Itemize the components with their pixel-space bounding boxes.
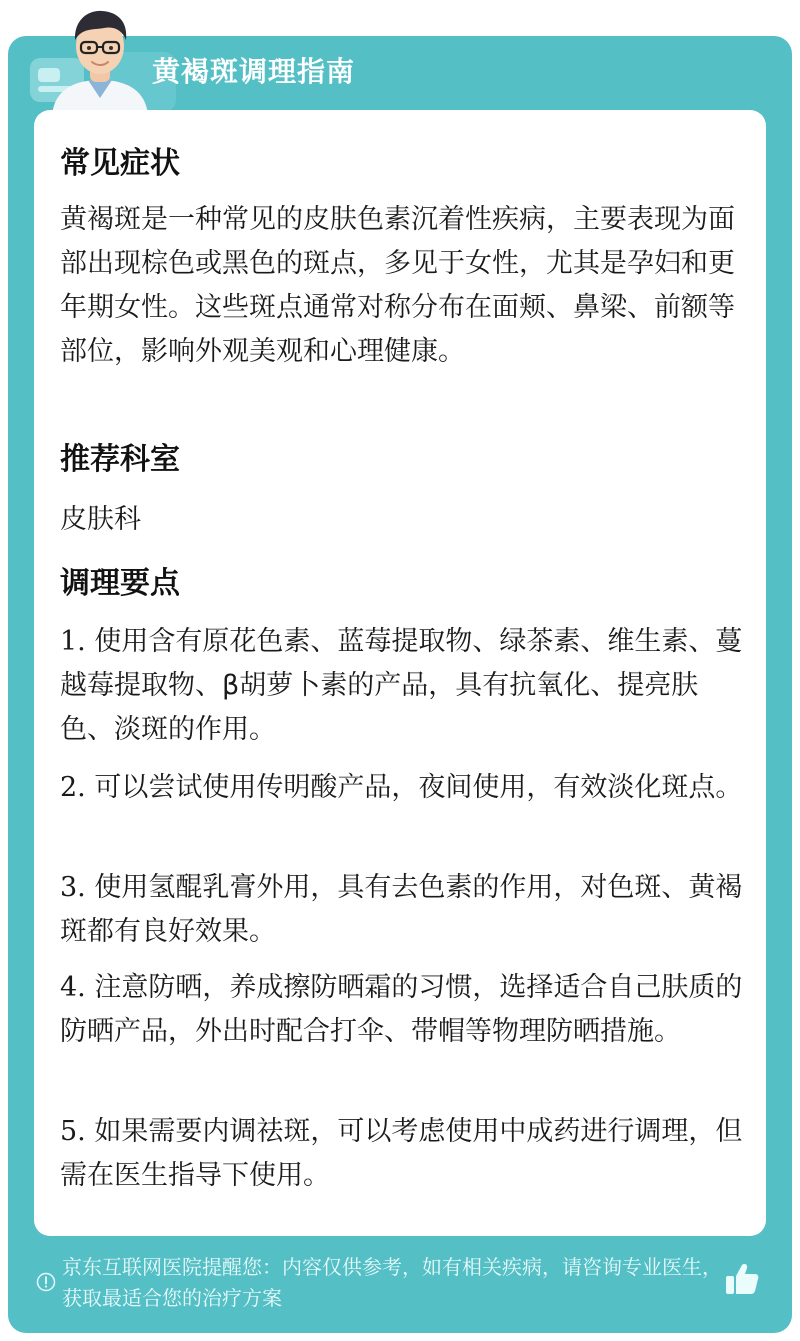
care-item-number: 3. bbox=[60, 872, 86, 903]
care-item-number: 2. bbox=[60, 772, 86, 803]
info-icon bbox=[36, 1272, 56, 1292]
care-item-1 bbox=[60, 620, 750, 752]
care-item-text: 注意防晒，养成擦防晒霜的习惯，选择适合自己肤质的防晒产品，外出时配合打伞、带帽等物理防晒措施。 bbox=[60, 972, 743, 1047]
thumbs-up-icon[interactable] bbox=[724, 1262, 760, 1296]
symptoms-text: 黄褐斑是一种常见的皮肤色素沉着性疾病，主要表现为面部出现棕色或黑色的斑点，多见于女性，尤其是孕妇和更年期女性。这些斑点通常对称分布在面颊、鼻梁、前额等部位，影响外观美观和心理健康。 bbox=[60, 204, 735, 367]
care-item-number: 5. bbox=[60, 1116, 86, 1147]
disclaimer-text: 京东互联网医院提醒您：内容仅供参考，如有相关疾病，请咨询专业医生，获取最适合您的治疗方案 bbox=[62, 1255, 722, 1310]
department-text: 皮肤科 bbox=[60, 504, 141, 535]
care-item-3 bbox=[60, 866, 750, 954]
content-card bbox=[34, 110, 766, 1236]
care-heading: 调理要点 bbox=[60, 566, 180, 601]
care-item-4 bbox=[60, 966, 750, 1054]
care-item-5 bbox=[60, 1110, 750, 1198]
care-item-number: 1. bbox=[60, 626, 86, 657]
care-item-text: 使用含有原花色素、蓝莓提取物、绿茶素、维生素、蔓越莓提取物、β胡萝卜素的产品，具有抗氧化、提亮肤色、淡斑的作用。 bbox=[60, 626, 743, 745]
symptoms-heading: 常见症状 bbox=[60, 146, 180, 181]
care-item-2 bbox=[60, 766, 750, 810]
department-heading: 推荐科室 bbox=[60, 442, 180, 477]
care-item-text: 可以尝试使用传明酸产品，夜间使用，有效淡化斑点。 bbox=[94, 772, 743, 803]
page-title: 黄褐斑调理指南 bbox=[152, 55, 356, 88]
care-item-text: 使用氢醌乳膏外用，具有去色素的作用，对色斑、黄褐斑都有良好效果。 bbox=[60, 872, 743, 947]
doctor-avatar bbox=[44, 6, 156, 116]
care-item-number: 4. bbox=[60, 972, 86, 1003]
care-item-text: 如果需要内调祛斑，可以考虑使用中成药进行调理，但需在医生指导下使用。 bbox=[60, 1116, 743, 1191]
